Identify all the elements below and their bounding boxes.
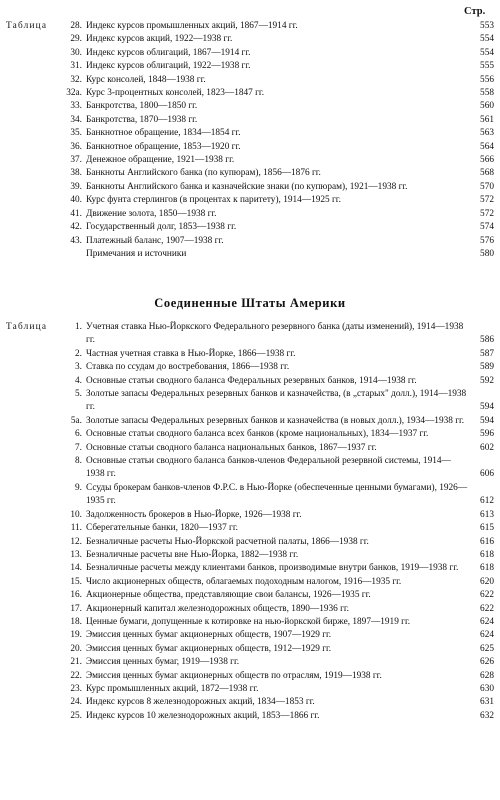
- table-number: 32.: [70, 74, 82, 85]
- table-number: 43.: [70, 235, 82, 246]
- entry-page-number: 618: [480, 563, 494, 574]
- toc-entry[interactable]: [0, 683, 500, 696]
- table-number: 23.: [70, 683, 82, 694]
- entry-page-number: 620: [480, 576, 494, 587]
- table-word-label: Таблица: [6, 322, 48, 332]
- entry-body: [86, 509, 500, 522]
- entry-body: [86, 455, 500, 482]
- table-number: 35.: [70, 128, 82, 139]
- entry-page-number: 563: [480, 128, 494, 139]
- toc-entry[interactable]: [0, 616, 500, 629]
- toc-entry[interactable]: [0, 442, 500, 455]
- entry-page-number: 558: [480, 88, 494, 99]
- entry-title: Основные статьи сводного баланса Федеральных резервных банков, 1914—1938 гг.: [86, 375, 417, 386]
- entry-body: [86, 536, 500, 549]
- entry-page-number: 553: [480, 21, 494, 31]
- entry-page-number: 554: [480, 34, 494, 45]
- table-number: 29.: [70, 34, 82, 45]
- entry-title: Учетная ставка Нью-Йоркского Федерального резервного банка (даты изменений), 1914—1938 гг.: [86, 322, 464, 346]
- entry-page-number: 589: [480, 362, 494, 373]
- entry-page-number: 624: [480, 616, 494, 627]
- entry-title: Золотые запасы Федеральных резервных банков и казначейства, (в „старых" долл.), 1914—1938 гг.: [86, 389, 467, 413]
- table-number: 24.: [70, 697, 82, 708]
- entry-title: Эмиссия ценных бумаг акционерных обществ, 1907—1929 гг.: [86, 630, 332, 641]
- entry-body: [86, 576, 500, 589]
- entry-body: [86, 361, 500, 374]
- entry-title: Индекс курсов 8 железнодорожных акций, 1834—1853 гг.: [86, 697, 315, 708]
- entry-page-number: 561: [480, 114, 494, 125]
- toc-entry[interactable]: [0, 589, 500, 602]
- entry-title: Безналичные расчеты вне Нью-Йорка, 1882—1938 гг.: [86, 549, 299, 560]
- entry-body: [86, 549, 500, 562]
- entry-title: Основные статьи сводного баланса национальных банков, 1867—1937 гг.: [86, 442, 377, 453]
- entry-body: [86, 670, 500, 683]
- table-number: 1.: [75, 322, 82, 332]
- entry-title: Акционерные общества, представляющие свои балансы, 1926—1935 гг.: [86, 590, 371, 601]
- toc-entry[interactable]: [0, 455, 500, 482]
- entry-page-number: 574: [480, 222, 494, 233]
- table-number: 36.: [70, 141, 82, 152]
- toc-entry[interactable]: [0, 603, 500, 616]
- toc-entry[interactable]: [0, 74, 500, 87]
- entry-title: Индекс курсов 10 железнодорожных акций, 1853—1866 гг.: [86, 710, 320, 721]
- toc-entry[interactable]: [0, 629, 500, 642]
- table-number: 38.: [70, 168, 82, 179]
- toc-entry[interactable]: [0, 562, 500, 575]
- toc-entry[interactable]: [0, 127, 500, 140]
- entry-title: Основные статьи сводного баланса всех банков (кроме национальных), 1834—1937 гг.: [86, 429, 429, 440]
- entry-page-number: 613: [480, 509, 494, 520]
- table-number: 31.: [70, 61, 82, 72]
- entry-page-number: 560: [480, 101, 494, 112]
- entry-title: Государственный долг, 1853—1938 гг.: [86, 222, 237, 233]
- table-number: 6.: [75, 429, 82, 440]
- table-number: 42.: [70, 222, 82, 233]
- table-number: 3.: [75, 362, 82, 373]
- entry-page-number: 630: [480, 683, 494, 694]
- entry-title: Курс консолей, 1848—1938 гг.: [86, 74, 206, 85]
- entry-body: [86, 74, 500, 87]
- entry-page-number: 594: [480, 415, 494, 426]
- entry-body: [86, 683, 500, 696]
- entry-body: [86, 428, 500, 441]
- table-number: 18.: [70, 616, 82, 627]
- entry-title: Сберегательные банки, 1820—1937 гг.: [86, 523, 238, 534]
- entry-body: [86, 141, 500, 154]
- toc-entry[interactable]: [0, 576, 500, 589]
- entry-body: [86, 562, 500, 575]
- toc-entry[interactable]: [0, 710, 500, 723]
- entry-page-number: 606: [480, 469, 494, 480]
- table-number: 13.: [70, 549, 82, 560]
- table-number: 5.: [75, 389, 82, 400]
- entry-title: Эмиссия ценных бумаг, 1919—1938 гг.: [86, 657, 240, 668]
- entry-page-number: 594: [480, 402, 494, 413]
- toc-entry[interactable]: [0, 114, 500, 127]
- entry-title: Эмиссия ценных бумаг акционерных обществ по отраслям, 1919—1938 гг.: [86, 670, 382, 681]
- toc-entry[interactable]: [0, 221, 500, 234]
- entry-body: [86, 60, 500, 73]
- entry-title: Банкнотное обращение, 1834—1854 гг.: [86, 128, 241, 139]
- entry-body: [86, 616, 500, 629]
- toc-entry[interactable]: [0, 154, 500, 167]
- entry-title: Безналичные расчеты Нью-Йоркской расчетной палаты, 1866—1938 гг.: [86, 536, 369, 547]
- toc-entry[interactable]: [0, 522, 500, 535]
- entry-body: [86, 589, 500, 602]
- entry-page-number: 572: [480, 208, 494, 219]
- entry-title: Денежное обращение, 1921—1938 гг.: [86, 155, 235, 166]
- entry-title: Ссуды брокерам банков-членов Ф.Р.С. в Нью-Йорке (обеспеченные ценными бумагами), 1926—1935 гг.: [86, 482, 468, 507]
- toc-entry[interactable]: [0, 361, 500, 374]
- entry-page-number: 554: [480, 47, 494, 58]
- entry-body: [86, 643, 500, 656]
- entry-page-number: 612: [480, 496, 494, 507]
- entry-page-number: 566: [480, 155, 494, 166]
- table-number: 30.: [70, 47, 82, 58]
- toc-entry[interactable]: [0, 87, 500, 100]
- table-number: 19.: [70, 630, 82, 641]
- entry-page-number: 616: [480, 536, 494, 547]
- entry-title: Безналичные расчеты между клиентами банков, производимые внутри банков, 1919—1938 гг.: [86, 563, 459, 574]
- entry-body: [86, 603, 500, 616]
- usa-table-list: [0, 321, 500, 723]
- table-number: 21.: [70, 657, 82, 668]
- table-number: 14.: [70, 563, 82, 574]
- entry-body: [86, 522, 500, 535]
- entry-title: Золотые запасы Федеральных резервных банков и казначейства (в новых долл.), 1934—1938 гг.: [86, 415, 465, 426]
- table-number: 32a.: [66, 88, 82, 99]
- table-number: 37.: [70, 155, 82, 166]
- entry-body: [86, 20, 500, 33]
- toc-entry[interactable]: [0, 60, 500, 73]
- toc-entry[interactable]: [0, 670, 500, 683]
- uk-table-list: [0, 20, 500, 261]
- entry-page-number: 625: [480, 643, 494, 654]
- entry-body: [86, 47, 500, 60]
- table-number: 12.: [70, 536, 82, 547]
- entry-title: Банкротства, 1800—1850 гг.: [86, 101, 198, 112]
- toc-entry[interactable]: [0, 696, 500, 709]
- entry-title: Курс фунта стерлингов (в процентах к паритету), 1914—1925 гг.: [86, 195, 341, 206]
- entry-page-number: 626: [480, 657, 494, 668]
- toc-entry[interactable]: [0, 321, 500, 348]
- entry-page-number: 592: [480, 375, 494, 386]
- entry-title: Банкноты Английского банка и казначейские знаки (по купюрам), 1921—1938 гг.: [86, 181, 408, 192]
- table-number: 34.: [70, 114, 82, 125]
- entry-page-number: 576: [480, 235, 494, 246]
- entry-title: Ставка по ссудам до востребования, 1866—1938 гг.: [86, 362, 290, 373]
- entry-body: [86, 482, 500, 509]
- table-number: 41.: [70, 208, 82, 219]
- entry-body: [86, 127, 500, 140]
- entry-title: Индекс курсов облигаций, 1922—1938 гг.: [86, 61, 251, 72]
- table-number: 4.: [75, 375, 82, 386]
- entry-body: [86, 208, 500, 221]
- entry-body: [86, 114, 500, 127]
- entry-body: [86, 415, 500, 428]
- entry-title: Курс 3-процентных консолей, 1823—1847 гг.: [86, 88, 265, 99]
- toc-entry[interactable]: [0, 388, 500, 415]
- entry-page-number: 615: [480, 523, 494, 534]
- entry-body: [86, 154, 500, 167]
- entry-title: Курс промышленных акций, 1872—1938 гг.: [86, 683, 259, 694]
- entry-body: [86, 696, 500, 709]
- entry-page-number: 564: [480, 141, 494, 152]
- entry-page-number: 602: [480, 442, 494, 453]
- entry-page-number: 596: [480, 429, 494, 440]
- table-number: 2.: [75, 348, 82, 359]
- entry-title: Задолженность брокеров в Нью-Йорке, 1926—1938 гг.: [86, 509, 302, 520]
- table-number: 15.: [70, 576, 82, 587]
- toc-entry[interactable]: [0, 167, 500, 180]
- entry-title: Акционерный капитал железнодорожных обществ, 1890—1936 гг.: [86, 603, 350, 614]
- toc-entry[interactable]: [0, 375, 500, 388]
- entry-page-number: 555: [480, 61, 494, 72]
- entry-page-number: 624: [480, 630, 494, 641]
- entry-title: Эмиссия ценных бумаг акционерных обществ, 1912—1929 гг.: [86, 643, 332, 654]
- entry-page-number: 618: [480, 549, 494, 560]
- toc-entry[interactable]: [0, 235, 500, 248]
- entry-title: Ценные бумаги, допущенные к котировке на нью-йоркской бирже, 1897—1919 гг.: [86, 616, 411, 627]
- entry-title: Индекс курсов акций, 1922—1938 гг.: [86, 34, 233, 45]
- toc-entry[interactable]: [0, 194, 500, 207]
- toc-entry[interactable]: [0, 348, 500, 361]
- entry-title: Индекс курсов промышленных акций, 1867—1914 гг.: [86, 21, 298, 31]
- entry-page-number: 586: [480, 335, 494, 346]
- entry-title: Число акционерных обществ, облагаемых подоходным налогом, 1916—1935 гг.: [86, 576, 402, 587]
- toc-entry[interactable]: [0, 248, 500, 261]
- entry-page-number: 572: [480, 195, 494, 206]
- entry-title: Частная учетная ставка в Нью-Йорке, 1866—1938 гг.: [86, 348, 296, 359]
- entry-body: [86, 629, 500, 642]
- toc-entry[interactable]: [0, 428, 500, 441]
- entry-page-number: 580: [480, 248, 494, 259]
- entry-title: Банкротства, 1870—1938 гг.: [86, 114, 198, 125]
- table-word-label: Таблица: [6, 21, 48, 31]
- toc-entry[interactable]: [0, 208, 500, 221]
- entry-title: Движение золота, 1850—1938 гг.: [86, 208, 217, 219]
- toc-entry[interactable]: [0, 415, 500, 428]
- entry-body: [86, 235, 500, 248]
- entry-body: [86, 221, 500, 234]
- toc-entry[interactable]: [0, 656, 500, 669]
- entry-body: [86, 181, 500, 194]
- entry-body: [86, 248, 500, 261]
- toc-entry[interactable]: [0, 20, 500, 33]
- table-number: 17.: [70, 603, 82, 614]
- entry-title: Банкнотное обращение, 1853—1920 гг.: [86, 141, 241, 152]
- entry-body: [86, 100, 500, 113]
- entry-page-number: 570: [480, 181, 494, 192]
- toc-entry[interactable]: [0, 181, 500, 194]
- toc-entry[interactable]: [0, 47, 500, 60]
- table-number: 39.: [70, 181, 82, 192]
- table-number: 11.: [70, 523, 82, 534]
- table-number: 20.: [70, 643, 82, 654]
- table-number: 9.: [75, 482, 82, 493]
- page-column-header: Стр.: [464, 6, 486, 17]
- entry-body: [86, 87, 500, 100]
- table-number: 22.: [70, 670, 82, 681]
- entry-body: [86, 375, 500, 388]
- entry-body: [86, 348, 500, 361]
- table-number: 28.: [70, 21, 82, 31]
- entry-page-number: 628: [480, 670, 494, 681]
- entry-body: [86, 321, 500, 348]
- entry-page-number: 587: [480, 348, 494, 359]
- table-number: 7.: [75, 442, 82, 453]
- entry-page-number: 622: [480, 603, 494, 614]
- section-heading-usa: Соединенные Штаты Америки: [154, 296, 346, 310]
- entry-page-number: 632: [480, 710, 494, 721]
- toc-entry[interactable]: [0, 643, 500, 656]
- entry-body: [86, 710, 500, 723]
- toc-entry[interactable]: [0, 141, 500, 154]
- toc-entry[interactable]: [0, 100, 500, 113]
- entry-page-number: 622: [480, 590, 494, 601]
- table-number: 8.: [75, 456, 82, 467]
- entry-title: Платежный баланс, 1907—1938 гг.: [86, 235, 224, 246]
- entry-page-number: 556: [480, 74, 494, 85]
- table-number: 5a.: [70, 415, 82, 426]
- toc-entry[interactable]: [0, 33, 500, 46]
- entry-body: [86, 33, 500, 46]
- toc-entry[interactable]: [0, 536, 500, 549]
- toc-entry[interactable]: [0, 549, 500, 562]
- entry-title: Банкноты Английского банка (по купюрам), 1856—1876 гг.: [86, 168, 321, 179]
- entry-body: [86, 656, 500, 669]
- toc-entry[interactable]: [0, 482, 500, 509]
- table-number: 16.: [70, 590, 82, 601]
- entry-title: Примечания и источники: [86, 248, 187, 259]
- entry-page-number: 631: [480, 697, 494, 708]
- table-number: 40.: [70, 195, 82, 206]
- entry-body: [86, 388, 500, 415]
- table-number: 33.: [70, 101, 82, 112]
- entry-title: Индекс курсов облигаций, 1867—1914 гг.: [86, 47, 251, 58]
- entry-body: [86, 167, 500, 180]
- entry-body: [86, 194, 500, 207]
- entry-page-number: 568: [480, 168, 494, 179]
- entry-body: [86, 442, 500, 455]
- entry-title: Основные статьи сводного баланса банков-членов Федеральной резервной системы, 1914—1938 гг.: [86, 456, 451, 480]
- table-number: 25.: [70, 710, 82, 721]
- toc-entry[interactable]: [0, 509, 500, 522]
- table-number: 10.: [70, 509, 82, 520]
